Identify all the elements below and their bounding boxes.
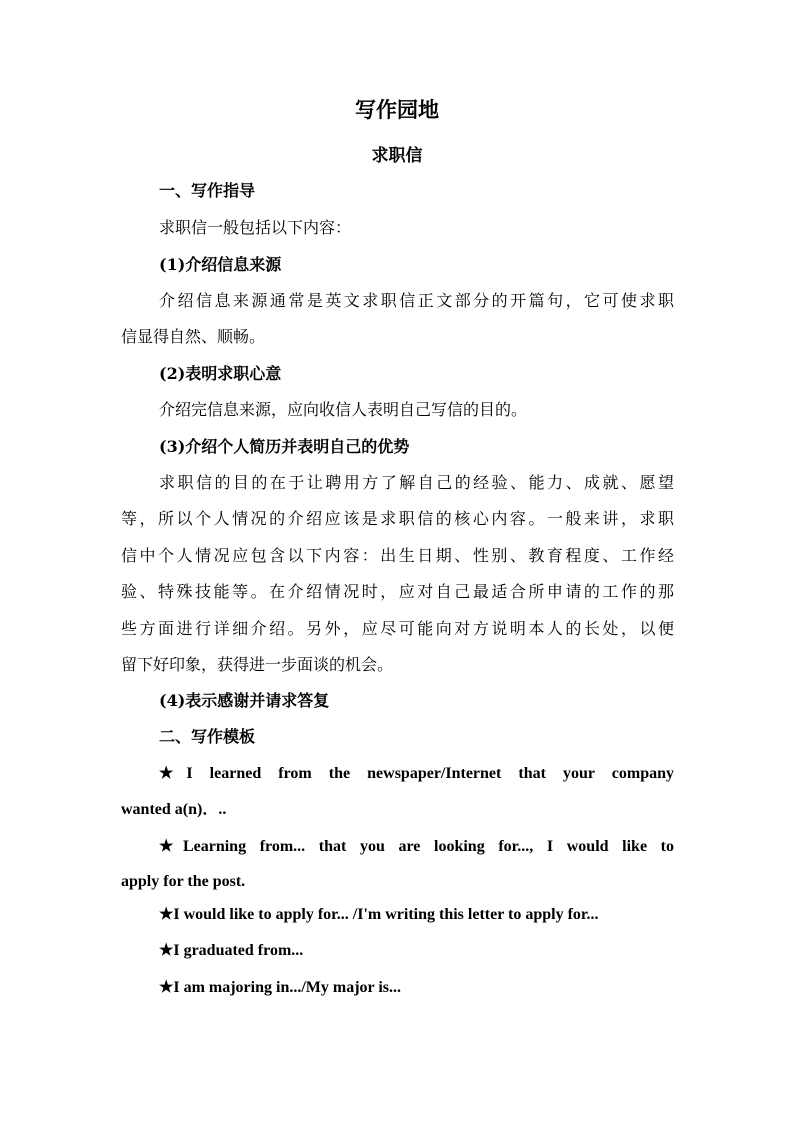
item-3-text-line: 留下好印象，获得进一步面谈的机会。 [121, 655, 394, 674]
item-heading-1: (1)介绍信息来源 [159, 255, 282, 274]
item-3-text-line: 等，所以个人情况的介绍应该是求职信的核心内容。一般来讲，求职 [121, 509, 674, 528]
item-3-text-line: 信中个人情况应包含以下内容：出生日期、性别、教育程度、工作经 [121, 546, 674, 565]
template-sentence-line: wanted a(n)．.. [121, 801, 227, 818]
item-heading-4: (4)表示感谢并请求答复 [159, 691, 330, 710]
template-sentence: ★I would like to apply for... /I'm writing this letter to apply for... [159, 906, 599, 923]
template-sentence: ★I am majoring in.../My major is... [159, 979, 402, 996]
item-2-text: 介绍完信息来源，应向收信人表明自己写信的目的。 [159, 400, 528, 419]
intro-paragraph: 求职信一般包括以下内容： [159, 218, 352, 237]
item-1-text-line: 信显得自然、顺畅。 [121, 327, 266, 346]
template-sentence-line: apply for the post. [121, 873, 246, 890]
document-title: 写作园地 [355, 97, 439, 122]
item-heading-3: (3)介绍个人简历并表明自己的优势 [159, 437, 410, 456]
document-subtitle: 求职信 [371, 146, 423, 166]
item-3-text-line: 验、特殊技能等。在介绍情况时，应对自己最适合所申请的工作的那 [121, 582, 674, 601]
section-heading-writing-template: 二、写作模板 [159, 727, 256, 746]
item-1-text-line: 介绍信息来源通常是英文求职信正文部分的开篇句，它可使求职 [159, 291, 674, 310]
item-heading-2: (2)表明求职心意 [159, 364, 282, 383]
template-sentence-line: ★Learning from... that you are looking for..., I would like to [159, 838, 674, 855]
section-heading-writing-guide: 一、写作指导 [159, 181, 256, 200]
template-sentence: ★I graduated from... [159, 942, 304, 959]
item-3-text-line: 求职信的目的在于让聘用方了解自己的经验、能力、成就、愿望 [159, 473, 674, 492]
template-sentence-line: ★I learned from the newspaper/Internet that your company [159, 765, 674, 782]
item-3-text-line: 些方面进行详细介绍。另外，应尽可能向对方说明本人的长处，以便 [121, 619, 674, 638]
